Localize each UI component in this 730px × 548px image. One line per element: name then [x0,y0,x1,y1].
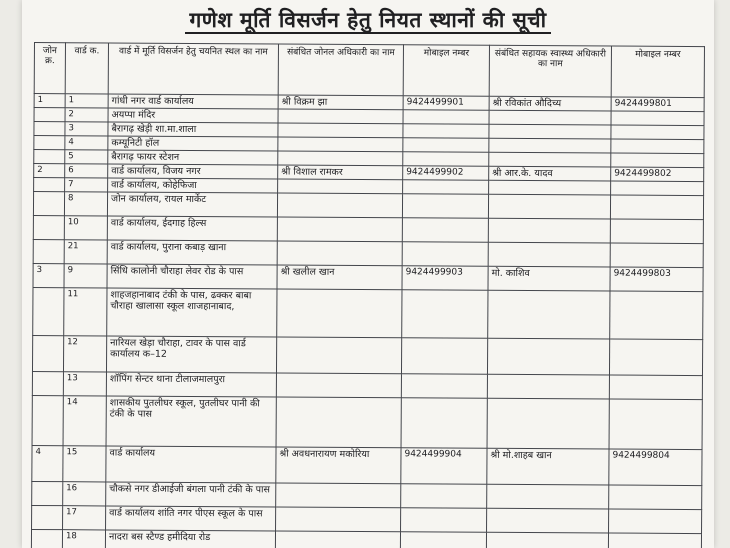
mobile-1-cell [401,374,487,399]
health-officer-cell: श्री आर.के. यादव [489,166,611,181]
place-cell: वार्ड कार्यालय, विजय नगर [108,164,278,179]
zonal-officer-cell [278,179,403,194]
zonal-officer-cell: श्री अवधनारायण मकोरिया [276,447,401,484]
zonal-officer-cell [276,373,401,398]
zone-cell: 3 [33,263,64,287]
place-cell: शॉपिंग सेन्टर थाना टीलाजमालपुरा [106,372,276,397]
zone-cell [33,287,64,335]
health-officer-cell [488,218,610,243]
ward-cell: 10 [64,216,107,240]
mobile-1-cell: 9424499902 [403,166,489,181]
zonal-officer-cell [276,337,401,374]
mobile-1-cell [401,484,487,509]
header-zone: जोन क्र. [34,43,65,94]
place-cell: कम्यूनिटी हॉल [108,136,278,151]
zonal-officer-cell [277,217,402,242]
table-row [33,287,703,339]
ward-cell: 17 [63,506,106,530]
ward-cell: 8 [64,192,107,216]
mobile-1-cell [402,218,488,243]
ward-cell: 3 [65,122,108,136]
ward-cell: 9 [64,264,107,288]
place-cell: वार्ड कार्यालय, कोहेफिजा [108,178,278,193]
mobile-2-cell [611,139,704,154]
zonal-officer-cell [277,289,402,338]
place-cell: चौकसे नगर डीआईजी बंगला पानी टंकी के पास [106,482,276,507]
zone-cell: 1 [34,94,65,108]
mobile-1-cell [403,152,489,167]
mobile-2-cell: 9424499804 [609,449,702,486]
zonal-officer-cell [276,483,401,508]
mobile-2-cell [610,291,703,340]
mobile-2-cell [609,339,702,376]
ward-cell: 5 [65,150,108,164]
zone-cell: 2 [34,164,65,178]
header-place: वार्ड में मूर्ति विसर्जन हेतु चयनित स्थल का नाम [108,43,278,95]
place-cell: वार्ड कार्यालय शांति नगर पीएस स्कूल के पास [106,506,276,531]
zone-cell [32,371,63,395]
mobile-1-cell: 9424499903 [402,266,488,291]
health-officer-cell: श्री मो.शाहब खान [487,448,609,485]
zonal-officer-cell [277,193,402,218]
mobile-1-cell [402,290,488,339]
mobile-2-cell [609,399,702,450]
mobile-2-cell [610,243,703,268]
place-cell: बैरागढ़ खेड़ी शा.मा.शाला [108,122,278,137]
header-health-officer: संबंधित सहायक स्वास्थ्य अधिकारी का नाम [489,45,611,97]
place-cell: नादरा बस स्टैण्ड हमीदिया रोड [105,530,275,548]
table-row [32,445,702,485]
ward-cell: 18 [62,530,105,548]
health-officer-cell: मो. काशिव [488,266,610,291]
health-officer-cell [488,290,610,339]
health-officer-cell [487,374,609,399]
health-officer-cell [488,242,610,267]
health-officer-cell [487,398,609,449]
zone-cell [34,122,65,136]
health-officer-cell [489,138,611,153]
mobile-2-cell [608,533,701,548]
zonal-officer-cell [278,151,403,166]
mobile-2-cell [611,153,704,168]
place-cell: नारियल खेड़ा चौराहा, टावर के पास वार्ड कार्यालय क–12 [106,336,276,373]
zonal-officer-cell [276,507,401,532]
zonal-officer-cell [278,109,403,124]
zonal-officer-cell [278,123,403,138]
ward-cell: 16 [63,482,106,506]
ward-cell: 11 [64,288,107,336]
ward-cell: 12 [63,336,106,372]
mobile-2-cell [609,485,702,510]
mobile-1-cell [401,338,487,375]
table-header-row [34,43,704,98]
place-cell: सिंधि कालोनी चौराहा लेवर रोड के पास [107,264,277,289]
ward-cell: 13 [63,372,106,396]
health-officer-cell: श्री रविकांत औदिच्य [489,96,611,111]
header-mobile-1: मोबाइल नम्बर [403,45,489,97]
mobile-1-cell [403,124,489,139]
table-row [32,395,702,449]
place-cell: अयप्पा मंदिर [108,108,278,123]
zone-cell [33,192,64,216]
ward-cell: 15 [63,446,106,482]
ward-cell: 7 [65,178,108,192]
mobile-1-cell [401,508,487,533]
zone-cell [34,136,65,150]
health-officer-cell [489,152,611,167]
mobile-2-cell [610,219,703,244]
mobile-1-cell [402,242,488,267]
health-officer-cell [489,110,611,125]
header-ward: वार्ड क. [65,43,108,94]
mobile-2-cell: 9424499801 [611,97,704,112]
mobile-2-cell [611,111,704,126]
health-officer-cell [487,484,609,509]
page-title: गणेश मूर्ति विसर्जन हेतु नियत स्थानों की सूची [22,6,714,34]
mobile-1-cell [401,398,487,449]
place-cell: शासकीय पुतलीघर स्कूल, पुतलीघर पानी की टंकी के पास [106,396,276,447]
health-officer-cell [489,124,611,139]
place-cell: वार्ड कार्यालय, पुराना कबाड़ खाना [107,240,277,265]
mobile-2-cell: 9424499802 [611,167,704,182]
zone-cell [33,215,64,239]
zone-cell [32,481,63,505]
zonal-officer-cell [278,137,403,152]
mobile-2-cell [610,195,703,220]
table-row [31,529,701,548]
zone-cell [34,178,65,192]
ward-cell: 6 [65,164,108,178]
header-zonal-officer: संबंधित जोनल अधिकारी का नाम [278,44,403,96]
mobile-1-cell: 9424499901 [403,96,489,111]
zone-cell [31,529,62,548]
health-officer-cell [487,508,609,533]
zonal-officer-cell [277,241,402,266]
zone-cell [32,505,63,529]
zone-cell [32,395,63,445]
mobile-1-cell: 9424499904 [401,448,487,485]
zone-cell [34,150,65,164]
place-cell: जोन कार्यालय, रायल मार्केट [107,192,277,217]
mobile-1-cell [403,180,489,195]
place-cell: शाहजहानाबाद टंकी के पास, ढक्कर बाबा चौराहा खालासा स्कूल शाजहानाबाद, [107,288,277,337]
mobile-1-cell [403,138,489,153]
health-officer-cell [487,338,609,375]
ward-cell: 1 [65,94,108,108]
mobile-1-cell [402,194,488,219]
mobile-2-cell [609,375,702,400]
immersion-sites-table [31,42,705,548]
ward-cell: 14 [63,396,106,446]
zone-cell [33,239,64,263]
place-cell: बैरागढ़ फायर स्टेशन [108,150,278,165]
place-cell: गांधी नगर वार्ड कार्यालय [108,94,278,109]
health-officer-cell [488,194,610,219]
mobile-2-cell: 9424499803 [610,267,703,292]
header-mobile-2: मोबाइल नम्बर [611,46,704,98]
mobile-2-cell [609,509,702,534]
zone-cell: 4 [32,445,63,481]
ward-cell: 2 [65,108,108,122]
health-officer-cell [489,180,611,195]
zonal-officer-cell: श्री खलील खान [277,265,402,290]
zonal-officer-cell: श्री विक्रम झा [278,95,403,110]
ward-cell: 21 [64,240,107,264]
zone-cell [32,335,63,371]
place-cell: वार्ड कार्यालय, ईदगाह हिल्स [107,216,277,241]
ward-cell: 4 [65,136,108,150]
table-row [32,335,702,375]
document-sheet [22,0,714,548]
zone-cell [34,108,65,122]
zonal-officer-cell [275,531,400,548]
mobile-2-cell [611,125,704,140]
health-officer-cell [486,532,608,548]
zonal-officer-cell [276,397,401,448]
mobile-2-cell [611,181,704,196]
zonal-officer-cell: श्री विशाल रामकर [278,165,403,180]
mobile-1-cell [400,532,486,548]
mobile-1-cell [403,110,489,125]
place-cell: वार्ड कार्यालय [106,446,276,483]
